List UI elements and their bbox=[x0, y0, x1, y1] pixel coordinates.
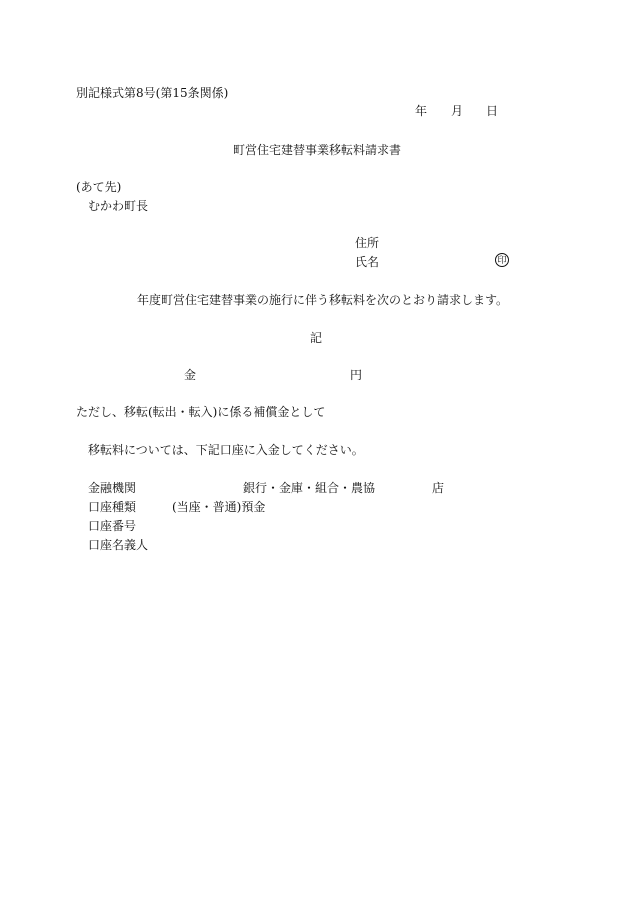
amount-unit: 円 bbox=[350, 368, 363, 382]
branch-label: 店 bbox=[432, 481, 445, 495]
request-statement: 年度町営住宅建替事業の施行に伴う移転料を次のとおり請求します。 bbox=[137, 293, 509, 307]
form-number: 別記様式第8号(第15条関係) bbox=[76, 86, 229, 100]
document-title: 町営住宅建替事業移転料請求書 bbox=[233, 143, 402, 157]
addressee-label: (あて先) bbox=[76, 180, 122, 194]
name-label: 氏名 bbox=[355, 255, 380, 269]
ki-heading: 記 bbox=[310, 331, 323, 345]
address-label: 住所 bbox=[355, 236, 380, 250]
seal-mark: 印 bbox=[495, 253, 509, 267]
account-number-label: 口座番号 bbox=[88, 519, 137, 533]
date-year: 年 bbox=[415, 104, 428, 118]
purpose-text: ただし、移転(転出・転入)に係る補償金として bbox=[76, 405, 326, 419]
account-type-label: 口座種類 bbox=[88, 500, 137, 514]
date-month: 月 bbox=[451, 104, 464, 118]
account-holder-label: 口座名義人 bbox=[88, 538, 149, 552]
amount-prefix: 金 bbox=[184, 368, 197, 382]
account-type-options: (当座・普通)預金 bbox=[172, 500, 266, 514]
transfer-request: 移転料については、下記口座に入金してください。 bbox=[88, 443, 364, 457]
date-day: 日 bbox=[486, 104, 499, 118]
institution-types: 銀行・金庫・組合・農協 bbox=[243, 481, 376, 495]
addressee: むかわ町長 bbox=[88, 199, 149, 213]
institution-label: 金融機関 bbox=[88, 481, 137, 495]
